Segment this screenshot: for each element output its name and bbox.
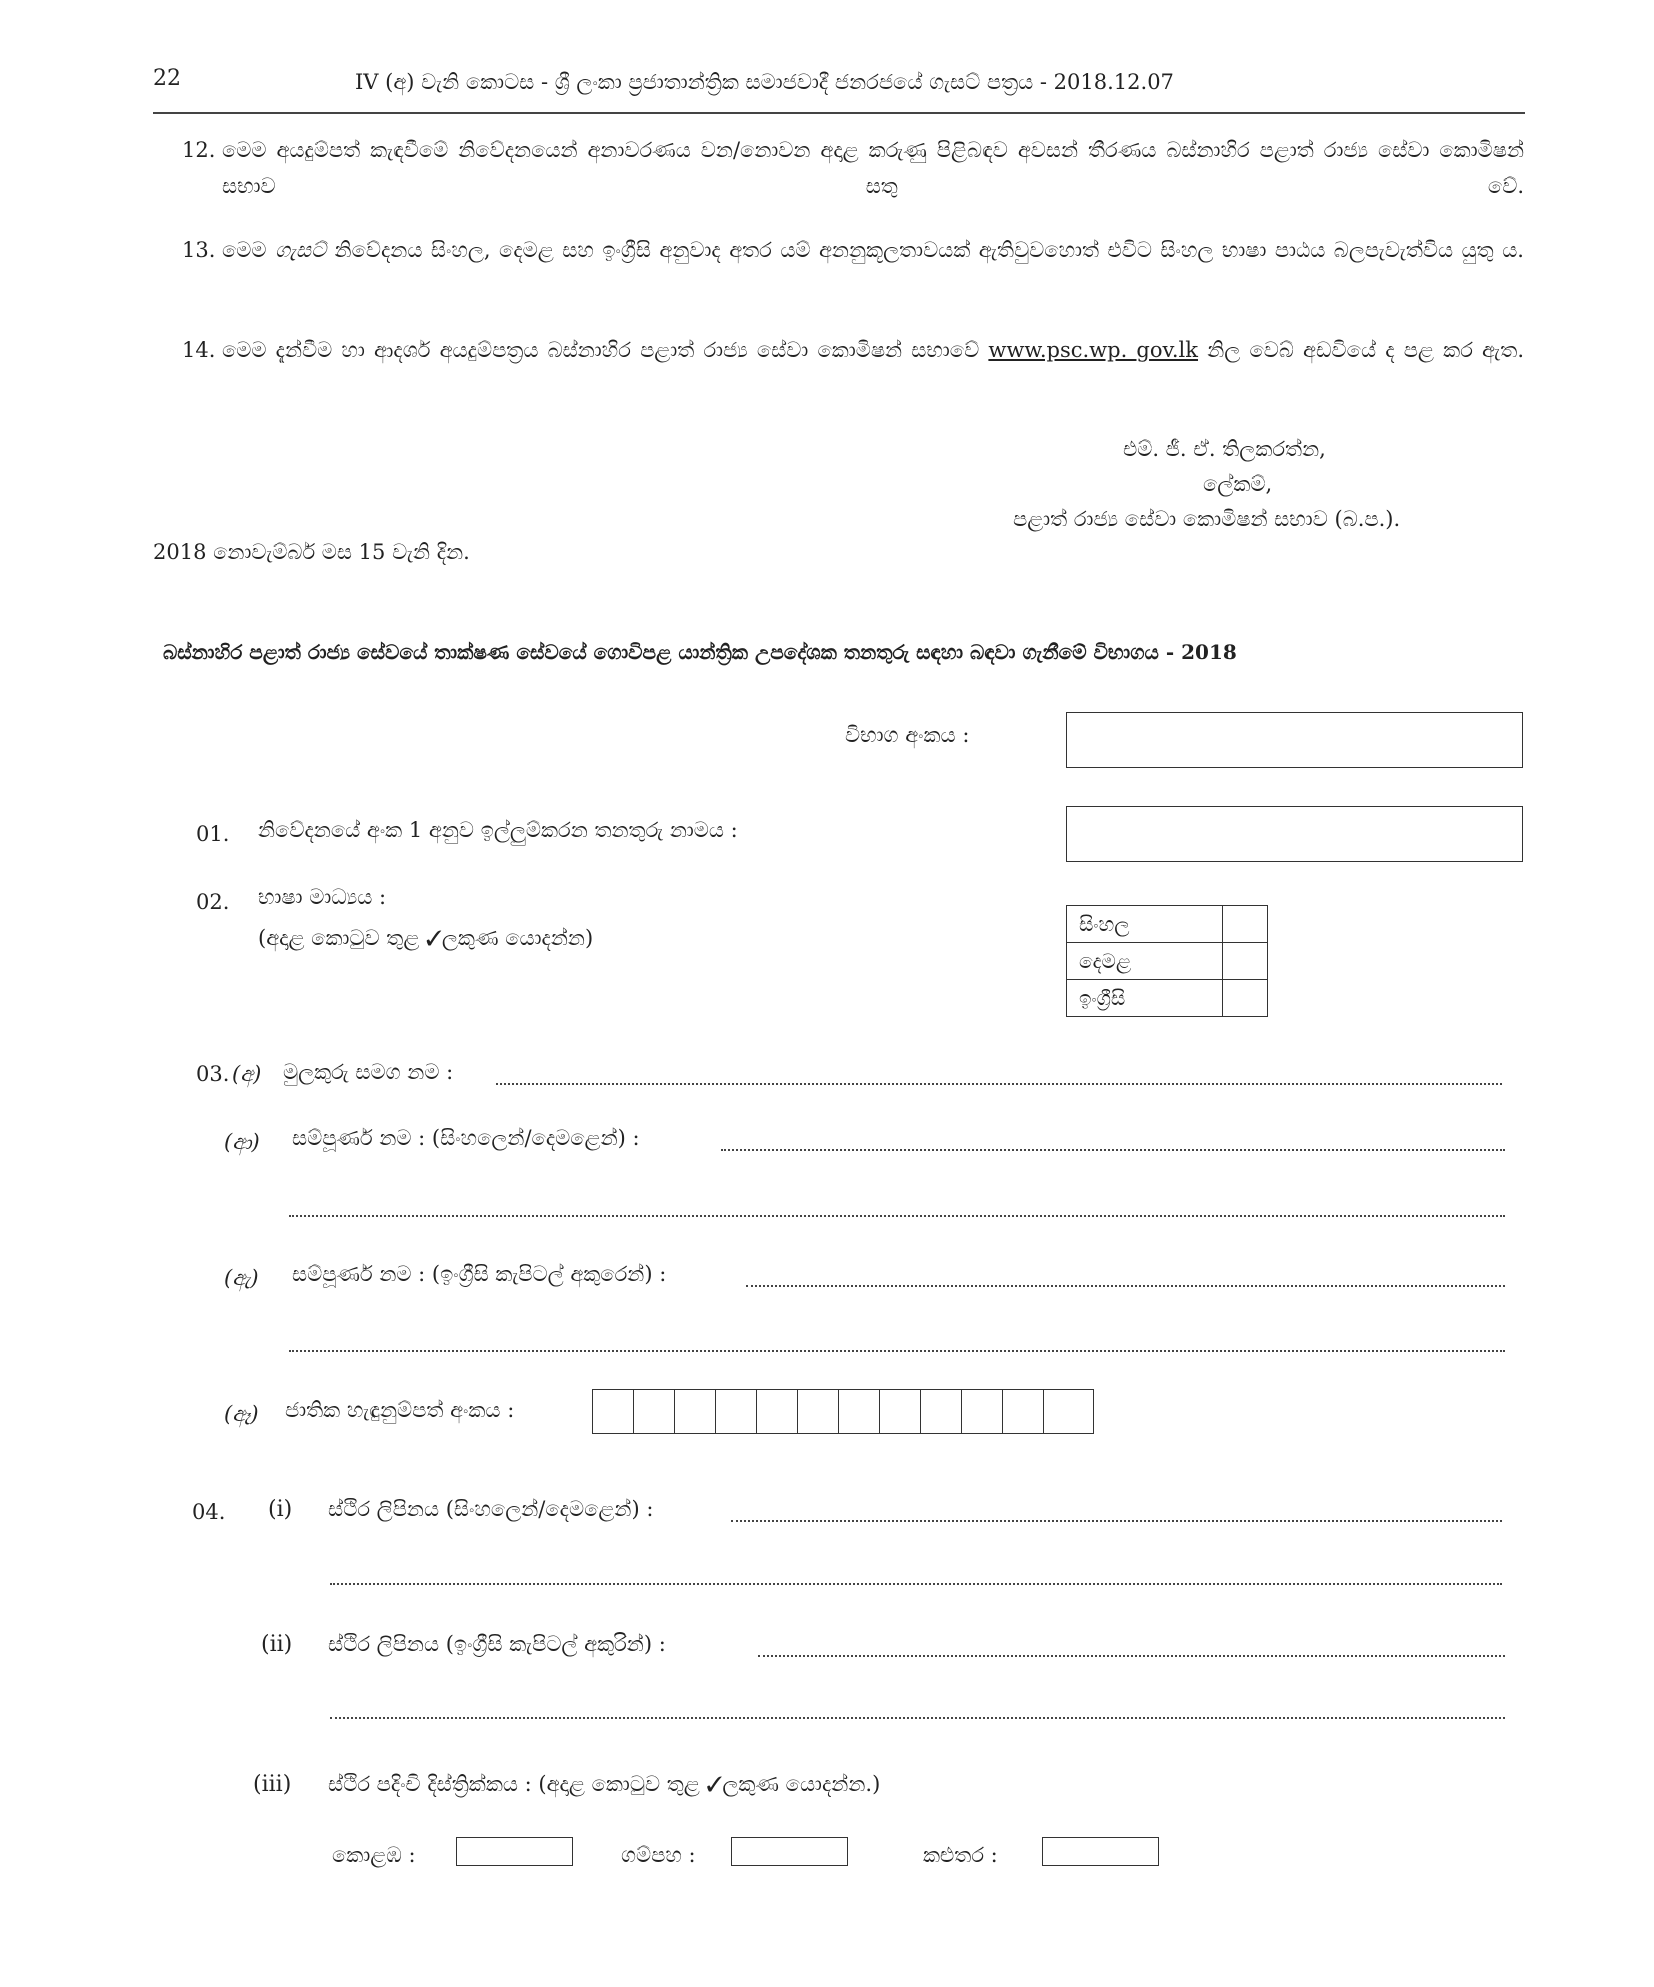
full-name-english-field[interactable] [746, 1285, 1505, 1287]
q01-number: 01. [196, 822, 230, 846]
note-12-number: 12. [182, 138, 216, 162]
post-name-input[interactable] [1066, 806, 1523, 862]
q03c-letter: (ඇ) [224, 1266, 259, 1290]
tamil-checkbox[interactable] [1223, 943, 1268, 980]
language-option-row [1067, 906, 1268, 943]
q04ii-label: ස්ථිර ලිපිනය (ඉංග්‍රීසි කැපිටල් අකුරින්) : [328, 1632, 666, 1656]
note-14-number: 14. [182, 338, 216, 362]
nic-digit-box[interactable] [798, 1390, 839, 1433]
district-kalutara-checkbox[interactable] [1042, 1837, 1159, 1866]
q02-instruction: (අදාළ කොටුව තුළ ✓ලකුණ යොදන්න) [258, 926, 594, 950]
nic-digit-box[interactable] [839, 1390, 880, 1433]
q03a-label: මුලකුරු සමග නම : [283, 1060, 454, 1084]
nic-digit-box[interactable] [716, 1390, 757, 1433]
nic-number-boxes[interactable] [592, 1389, 1094, 1434]
nic-digit-box[interactable] [757, 1390, 798, 1433]
q04iii-roman: (iii) [253, 1772, 292, 1797]
q04i-roman: (i) [268, 1497, 293, 1522]
note-12-text: මෙම අයදුම්පත් කැඳවීමේ නිවේදනයෙන් අනාවරණය වන/නොවන අදාළ කරුණු පිළිබඳව අවසන් තීරණය බස්නාහිර පළාත් රාජ්‍ය සේවා කොමිෂන් සභාව සතු වේ. [222, 138, 1524, 198]
note-13-text: මෙම ගැසට් නිවේදනය සිංහල, දෙමළ සහ ඉංග්‍රීසි අනුවාද අතර යම් අනනුකූලතාවයක් ඇතිවුවහොත් එවිට සිංහල භාෂා පාඨය බලපැවැත්විය යුතු ය. [222, 238, 1524, 262]
language-option-row [1067, 943, 1268, 980]
q03b-label: සම්පූර්ණ නම : (සිංහලෙන්/දෙමළෙන්) : [292, 1126, 640, 1150]
notice-date: 2018 නොවැම්බර් මස 15 වැනි දින. [153, 540, 470, 564]
nic-digit-box[interactable] [593, 1390, 634, 1433]
note-13-number: 13. [182, 238, 216, 262]
psc-website-link[interactable]: www.psc.wp. gov.lk [988, 338, 1199, 362]
nic-digit-box[interactable] [634, 1390, 675, 1433]
english-checkbox[interactable] [1223, 980, 1268, 1017]
nic-digit-box[interactable] [675, 1390, 716, 1433]
language-option-label: දෙමළ [1067, 943, 1223, 980]
signatory-name: එම්. ජී. ඒ. තිලකරත්න, [1123, 437, 1326, 461]
page-number: 22 [153, 66, 181, 91]
permanent-address-sinhala-field-line-2[interactable] [330, 1583, 1502, 1585]
q04-number: 04. [192, 1500, 226, 1524]
q03d-label: ජාතික හැඳුනුම්පත් අංකය : [285, 1398, 515, 1422]
full-name-english-field-line-2[interactable] [289, 1350, 1505, 1352]
district-colombo-checkbox[interactable] [456, 1837, 573, 1866]
language-option-label: ඉංග්‍රීසි [1067, 980, 1223, 1017]
nic-digit-box[interactable] [1044, 1390, 1085, 1433]
gazette-header-title: IV (අ) වැනි කොටස - ශ්‍රී ලංකා ප්‍රජාතාන්ත්‍රික සමාජවාදී ජනරජයේ ගැසට් පත්‍රය - 2018.12.07 [355, 70, 1174, 94]
nic-digit-box[interactable] [880, 1390, 921, 1433]
exam-number-label: විභාග අංකය : [845, 723, 970, 747]
q03-number: 03. [196, 1062, 230, 1086]
q02-number: 02. [196, 890, 230, 914]
q03a-letter: (අ) [232, 1062, 262, 1086]
district-gampaha-label: ගම්පහ : [621, 1843, 696, 1867]
q03d-letter: (ඈ) [224, 1402, 259, 1426]
permanent-address-english-field[interactable] [758, 1655, 1505, 1657]
exam-number-input[interactable] [1066, 712, 1523, 768]
nic-digit-box[interactable] [962, 1390, 1003, 1433]
language-medium-table [1066, 905, 1268, 1017]
permanent-address-english-field-line-2[interactable] [330, 1717, 1505, 1719]
full-name-sinhala-field-line-2[interactable] [289, 1215, 1505, 1217]
q04iii-label: ස්ථිර පදිංචි දිස්ත්‍රික්කය : (අදාළ කොටුව තුළ ✓ලකුණ යොදන්න.) [328, 1772, 881, 1796]
header-rule [153, 112, 1525, 114]
q04i-label: ස්ථිර ලිපිනය (සිංහලෙන්/දෙමළෙන්) : [328, 1497, 654, 1521]
signatory-designation: ලේකම්, [1203, 472, 1273, 496]
q04ii-roman: (ii) [261, 1632, 293, 1657]
note-14-text: මෙම දැන්වීම හා ආදර්ශ අයදුම්පත්‍රය බස්නාහිර පළාත් රාජ්‍ය සේවා කොමිෂන් සභාවේ www.psc.wp. gov.lk නිල වෙබ් අඩවියේ ද පළ කර ඇත. [222, 338, 1525, 362]
district-gampaha-checkbox[interactable] [731, 1837, 848, 1866]
nic-digit-box[interactable] [921, 1390, 962, 1433]
district-colombo-label: කොළඹ : [332, 1843, 416, 1867]
language-option-label: සිංහල [1067, 906, 1223, 943]
full-name-sinhala-field[interactable] [721, 1149, 1505, 1151]
form-title: බස්නාහිර පළාත් රාජ්‍ය සේවයේ තාක්ෂණ සේවයේ ගොවිපළ යාන්ත්‍රික උපදේශක තනතුරු සඳහා බඳවා ගැනීමේ විභාගය - 2018 [163, 640, 1237, 664]
q01-label: නිවේදනයේ අංක 1 අනුව ඉල්ලුම්කරන තනතුරු නාමය : [258, 818, 738, 842]
nic-digit-box[interactable] [1003, 1390, 1044, 1433]
language-option-row [1067, 980, 1268, 1017]
sinhala-checkbox[interactable] [1223, 906, 1268, 943]
permanent-address-sinhala-field[interactable] [731, 1520, 1502, 1522]
q03c-label: සම්පූර්ණ නම : (ඉංග්‍රීසි කැපිටල් අකුරෙන්) : [292, 1262, 667, 1286]
signatory-office: පළාත් රාජ්‍ය සේවා කොමිෂන් සභාව (බ.ප.). [1013, 507, 1401, 531]
q03b-letter: (ආ) [224, 1130, 260, 1154]
q02-label: භාෂා මාධ්‍යය : [258, 885, 387, 909]
district-kalutara-label: කළුතර : [923, 1843, 998, 1867]
initials-name-field[interactable] [496, 1083, 1502, 1085]
